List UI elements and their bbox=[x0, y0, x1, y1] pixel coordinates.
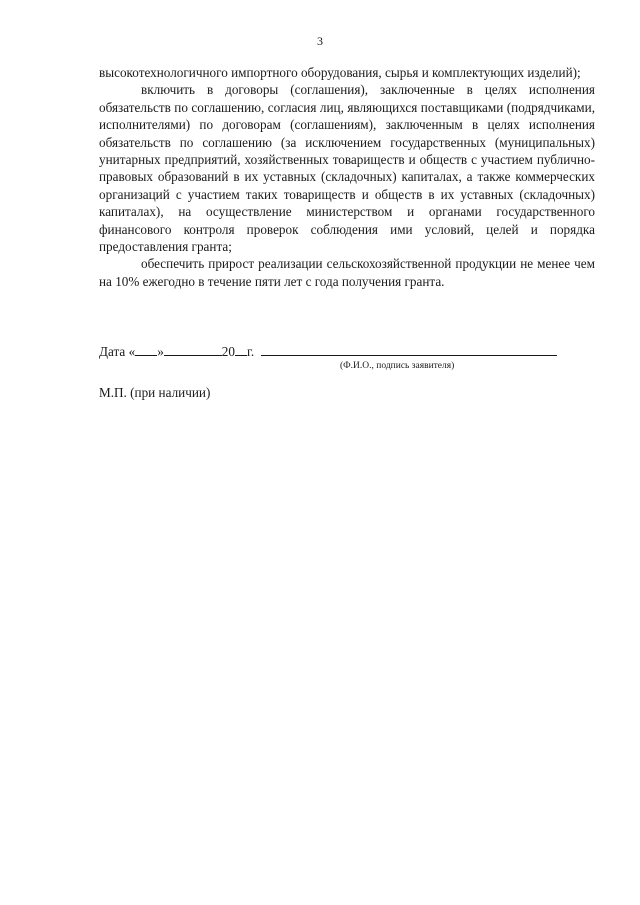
signature-blank bbox=[261, 344, 557, 356]
paragraph-continuation: высокотехнологичного импортного оборудования, сырья и комплектующих изделий); bbox=[99, 65, 581, 80]
year-blank bbox=[235, 344, 247, 356]
stamp-note: М.П. (при наличии) bbox=[99, 385, 211, 400]
paragraph-sales-growth: обеспечить прирост реализации сельскохозяйственной продукции не менее чем на 10% ежегодно в течение пяти лет с года получения гранта. bbox=[99, 256, 595, 289]
page-number: 3 bbox=[317, 34, 323, 48]
date-label: Дата « bbox=[99, 344, 136, 359]
paragraph-contracts-consent: включить в договоры (соглашения), заключенные в целях исполнения обязательств по соглашению, согласия лиц, являющихся поставщиками (подрядчиками, исполнителями) по договорам (соглашениям), заключенным в целях исполнения обязательств по соглашению (за исключением государственных (муниципальных) унитарных предприятий, хозяйственных товариществ и обществ с участием публично-правовых образований в их уставных (складочных) капиталах, а также коммерческих организаций с участием таких товариществ и обществ в их уставных (складочных) капиталах), на осуществление министерством и органами государственного финансового контроля проверок соблюдения ими условий, целей и порядка предоставления гранта; bbox=[99, 82, 595, 255]
year-prefix: 20 bbox=[221, 344, 235, 359]
signature-caption: (Ф.И.О., подпись заявителя) bbox=[340, 361, 455, 371]
signature-line bbox=[99, 344, 599, 360]
document-body bbox=[99, 64, 595, 290]
year-suffix: г. bbox=[246, 344, 255, 359]
date-quote-close: » bbox=[157, 344, 164, 359]
month-blank bbox=[164, 344, 222, 356]
day-blank bbox=[135, 344, 157, 356]
